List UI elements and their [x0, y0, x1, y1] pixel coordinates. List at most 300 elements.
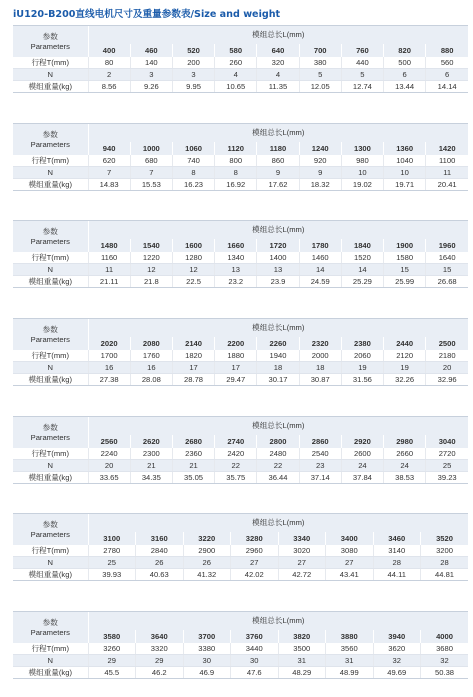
- length-cell: 2260: [257, 337, 299, 350]
- stroke-row-cell: 1460: [299, 252, 341, 264]
- n-row-cell: 7: [88, 167, 130, 179]
- weight-row-cell: 42.72: [278, 569, 326, 581]
- length-cell: 1120: [215, 142, 257, 155]
- length-cell: 2680: [172, 435, 214, 448]
- n-row-cell: 27: [231, 557, 279, 569]
- weight-row-cell: 30.17: [257, 374, 299, 386]
- weight-row-cell: 34.35: [130, 472, 172, 484]
- n-row-cell: 19: [341, 362, 383, 374]
- n-row-cell: 22: [257, 460, 299, 472]
- stroke-row: [13, 448, 468, 460]
- stroke-row-cell: 1220: [130, 252, 172, 264]
- weight-row-cell: 26.68: [426, 276, 468, 288]
- n-row-cell: 8: [215, 167, 257, 179]
- spec-table: [13, 123, 468, 191]
- length-cell: 2980: [384, 435, 426, 448]
- weight-row-cell: 9.95: [172, 81, 214, 93]
- stroke-row: [13, 643, 468, 655]
- n-row: [13, 557, 468, 569]
- stroke-row-cell: 620: [88, 155, 130, 167]
- parameters-en: Parameters: [30, 432, 70, 442]
- stroke-row-cell: 2060: [341, 350, 383, 362]
- weight-row-label: 模组重量(kg): [13, 374, 88, 386]
- spec-table: [13, 611, 468, 679]
- stroke-row-cell: 1040: [384, 155, 426, 167]
- stroke-row-cell: 500: [384, 57, 426, 69]
- weight-row-cell: 16.23: [172, 179, 214, 191]
- weight-row-cell: 47.6: [231, 667, 279, 679]
- stroke-row-cell: 3560: [326, 643, 374, 655]
- stroke-row-cell: 1640: [426, 252, 468, 264]
- parameters-cn: 参数: [42, 324, 58, 334]
- n-row: [13, 655, 468, 667]
- stroke-row-cell: 2480: [257, 448, 299, 460]
- parameters-en: Parameters: [30, 41, 70, 51]
- n-row-cell: 6: [426, 69, 468, 81]
- length-cell: 3400: [326, 532, 374, 545]
- parameters-header: [13, 514, 88, 546]
- length-cell: 400: [88, 44, 130, 57]
- stroke-row-cell: 1700: [88, 350, 130, 362]
- stroke-row-cell: 320: [257, 57, 299, 69]
- spec-table: [13, 416, 468, 484]
- length-cell: 1960: [426, 239, 468, 252]
- n-row-cell: 9: [299, 167, 341, 179]
- stroke-row-cell: 3260: [88, 643, 136, 655]
- stroke-row-cell: 3320: [136, 643, 184, 655]
- stroke-row: [13, 57, 468, 69]
- length-cell: 2440: [384, 337, 426, 350]
- n-row-cell: 11: [426, 167, 468, 179]
- header-row: [13, 319, 468, 338]
- n-row-cell: 6: [384, 69, 426, 81]
- length-cell: 1600: [172, 239, 214, 252]
- length-cell: 3520: [421, 532, 469, 545]
- n-row-cell: 4: [257, 69, 299, 81]
- stroke-row-cell: 380: [299, 57, 341, 69]
- length-cell: 1000: [130, 142, 172, 155]
- stroke-row-cell: 2960: [231, 545, 279, 557]
- stroke-row-cell: 2360: [172, 448, 214, 460]
- stroke-row-label: 行程T(mm): [13, 545, 88, 557]
- n-row-cell: 18: [299, 362, 341, 374]
- n-row-cell: 12: [172, 264, 214, 276]
- parameters-en: Parameters: [30, 334, 70, 344]
- n-row-cell: 12: [130, 264, 172, 276]
- weight-row-cell: 27.38: [88, 374, 130, 386]
- weight-row-cell: 15.53: [130, 179, 172, 191]
- n-row-cell: 5: [299, 69, 341, 81]
- weight-row-cell: 11.35: [257, 81, 299, 93]
- n-row-cell: 26: [136, 557, 184, 569]
- n-row-cell: 9: [257, 167, 299, 179]
- n-row-cell: 16: [88, 362, 130, 374]
- parameters-cn: 参数: [42, 617, 58, 627]
- length-cell: 820: [384, 44, 426, 57]
- weight-row-cell: 22.5: [172, 276, 214, 288]
- n-row-cell: 31: [326, 655, 374, 667]
- weight-row-cell: 49.69: [373, 667, 421, 679]
- weight-row-cell: 13.44: [384, 81, 426, 93]
- length-cell: 3100: [88, 532, 136, 545]
- stroke-row-cell: 2180: [426, 350, 468, 362]
- stroke-row-label: 行程T(mm): [13, 350, 88, 362]
- stroke-row-cell: 1580: [384, 252, 426, 264]
- length-cell: 640: [257, 44, 299, 57]
- n-row-cell: 30: [183, 655, 231, 667]
- weight-row-cell: 35.75: [215, 472, 257, 484]
- length-cell: 2200: [215, 337, 257, 350]
- weight-row-cell: 44.11: [373, 569, 421, 581]
- length-cell: 1840: [341, 239, 383, 252]
- weight-row-cell: 37.84: [341, 472, 383, 484]
- length-cell: 460: [130, 44, 172, 57]
- length-cell: 2620: [130, 435, 172, 448]
- stroke-row-cell: 1400: [257, 252, 299, 264]
- stroke-row-label: 行程T(mm): [13, 57, 88, 69]
- module-length-header: 模组总长L(mm): [88, 221, 468, 240]
- length-cell: 2920: [341, 435, 383, 448]
- stroke-row-label: 行程T(mm): [13, 643, 88, 655]
- n-row: [13, 69, 468, 81]
- stroke-row-cell: 260: [215, 57, 257, 69]
- n-row: [13, 362, 468, 374]
- weight-row-cell: 32.96: [426, 374, 468, 386]
- stroke-row-cell: 2240: [88, 448, 130, 460]
- stroke-row-label: 行程T(mm): [13, 155, 88, 167]
- weight-row-cell: 25.99: [384, 276, 426, 288]
- n-row-cell: 28: [373, 557, 421, 569]
- stroke-row-cell: 2420: [215, 448, 257, 460]
- n-row-cell: 14: [299, 264, 341, 276]
- length-cell: 880: [426, 44, 468, 57]
- stroke-row-cell: 3500: [278, 643, 326, 655]
- parameters-cn: 参数: [42, 226, 58, 236]
- stroke-row-cell: 200: [172, 57, 214, 69]
- length-cell: 3820: [278, 630, 326, 643]
- length-cell: 4000: [421, 630, 469, 643]
- n-row-cell: 11: [88, 264, 130, 276]
- stroke-row-cell: 2120: [384, 350, 426, 362]
- length-cell: 2800: [257, 435, 299, 448]
- length-cell: 700: [299, 44, 341, 57]
- weight-row-cell: 30.87: [299, 374, 341, 386]
- module-length-header: 模组总长L(mm): [88, 319, 468, 338]
- stroke-row-cell: 2600: [341, 448, 383, 460]
- n-row-cell: 23: [299, 460, 341, 472]
- weight-row-label: 模组重量(kg): [13, 276, 88, 288]
- weight-row-cell: 12.05: [299, 81, 341, 93]
- n-row-cell: 3: [130, 69, 172, 81]
- stroke-row-cell: 2300: [130, 448, 172, 460]
- weight-row-cell: 16.92: [215, 179, 257, 191]
- weight-row-cell: 23.2: [215, 276, 257, 288]
- length-cell: 1720: [257, 239, 299, 252]
- length-cell: 3280: [231, 532, 279, 545]
- stroke-row-cell: 1940: [257, 350, 299, 362]
- n-row-cell: 31: [278, 655, 326, 667]
- n-row-cell: 30: [231, 655, 279, 667]
- n-row-cell: 20: [88, 460, 130, 472]
- length-cell: 3580: [88, 630, 136, 643]
- weight-row-cell: 37.14: [299, 472, 341, 484]
- n-row-cell: 28: [421, 557, 469, 569]
- stroke-row-label: 行程T(mm): [13, 448, 88, 460]
- stroke-row-cell: 860: [257, 155, 299, 167]
- stroke-row-label: 行程T(mm): [13, 252, 88, 264]
- stroke-row: [13, 545, 468, 557]
- n-row-cell: 18: [257, 362, 299, 374]
- parameters-header: [13, 26, 88, 58]
- stroke-row-cell: 1280: [172, 252, 214, 264]
- weight-row-label: 模组重量(kg): [13, 81, 88, 93]
- header-row: [13, 26, 468, 45]
- n-row-label: N: [13, 167, 88, 179]
- weight-row-cell: 32.26: [384, 374, 426, 386]
- n-row-cell: 7: [130, 167, 172, 179]
- weight-row-cell: 48.29: [278, 667, 326, 679]
- stroke-row-cell: 3200: [421, 545, 469, 557]
- weight-row-cell: 8.56: [88, 81, 130, 93]
- weight-row-cell: 19.02: [341, 179, 383, 191]
- stroke-row-cell: 2660: [384, 448, 426, 460]
- length-cell: 2500: [426, 337, 468, 350]
- stroke-row-cell: 440: [341, 57, 383, 69]
- n-row-cell: 8: [172, 167, 214, 179]
- n-row-cell: 25: [88, 557, 136, 569]
- n-row-cell: 3: [172, 69, 214, 81]
- n-row-cell: 10: [341, 167, 383, 179]
- n-row-label: N: [13, 655, 88, 667]
- stroke-row-cell: 2720: [426, 448, 468, 460]
- stroke-row-cell: 1160: [88, 252, 130, 264]
- length-cell: 2740: [215, 435, 257, 448]
- length-cell: 1300: [341, 142, 383, 155]
- length-cell: 3880: [326, 630, 374, 643]
- weight-row: [13, 667, 468, 679]
- stroke-row-cell: 140: [130, 57, 172, 69]
- stroke-row-cell: 3620: [373, 643, 421, 655]
- stroke-row-cell: 3080: [326, 545, 374, 557]
- length-cell: 1540: [130, 239, 172, 252]
- stroke-row-cell: 800: [215, 155, 257, 167]
- weight-row-cell: 50.38: [421, 667, 469, 679]
- weight-row-cell: 14.14: [426, 81, 468, 93]
- length-cell: 1420: [426, 142, 468, 155]
- length-cell: 1900: [384, 239, 426, 252]
- weight-row-label: 模组重量(kg): [13, 569, 88, 581]
- weight-row-cell: 33.65: [88, 472, 130, 484]
- length-cell: 3940: [373, 630, 421, 643]
- n-row-cell: 2: [88, 69, 130, 81]
- n-row-cell: 29: [88, 655, 136, 667]
- length-cell: 1360: [384, 142, 426, 155]
- parameters-en: Parameters: [30, 236, 70, 246]
- length-cell: 1060: [172, 142, 214, 155]
- spec-table: [13, 513, 468, 581]
- n-row-cell: 20: [426, 362, 468, 374]
- length-cell: 1480: [88, 239, 130, 252]
- n-row-cell: 29: [136, 655, 184, 667]
- n-row-cell: 5: [341, 69, 383, 81]
- stroke-row-cell: 740: [172, 155, 214, 167]
- n-row-label: N: [13, 557, 88, 569]
- weight-row-cell: 39.23: [426, 472, 468, 484]
- length-cell: 1180: [257, 142, 299, 155]
- weight-row-cell: 38.53: [384, 472, 426, 484]
- length-cell: 2020: [88, 337, 130, 350]
- weight-row-cell: 36.44: [257, 472, 299, 484]
- weight-row-cell: 25.29: [341, 276, 383, 288]
- weight-row-cell: 43.41: [326, 569, 374, 581]
- spec-table: [13, 25, 468, 93]
- weight-row-cell: 24.59: [299, 276, 341, 288]
- n-row-cell: 32: [421, 655, 469, 667]
- weight-row: [13, 179, 468, 191]
- weight-row-cell: 21.8: [130, 276, 172, 288]
- length-cell: 2080: [130, 337, 172, 350]
- n-row-cell: 10: [384, 167, 426, 179]
- n-row-cell: 26: [183, 557, 231, 569]
- spec-table: [13, 318, 468, 386]
- n-row-cell: 32: [373, 655, 421, 667]
- weight-row-cell: 20.41: [426, 179, 468, 191]
- weight-row-cell: 46.2: [136, 667, 184, 679]
- header-row: [13, 417, 468, 436]
- n-row-cell: 4: [215, 69, 257, 81]
- stroke-row-cell: 920: [299, 155, 341, 167]
- stroke-row-cell: 2000: [299, 350, 341, 362]
- length-cell: 2380: [341, 337, 383, 350]
- weight-row-label: 模组重量(kg): [13, 667, 88, 679]
- spec-table: [13, 220, 468, 288]
- weight-row-cell: 44.81: [421, 569, 469, 581]
- n-row-cell: 27: [278, 557, 326, 569]
- length-cell: 3040: [426, 435, 468, 448]
- n-row-cell: 15: [384, 264, 426, 276]
- length-cell: 3340: [278, 532, 326, 545]
- stroke-row: [13, 155, 468, 167]
- stroke-row-cell: 80: [88, 57, 130, 69]
- stroke-row-cell: 2840: [136, 545, 184, 557]
- weight-row-cell: 23.9: [257, 276, 299, 288]
- stroke-row-cell: 1820: [172, 350, 214, 362]
- n-row-label: N: [13, 264, 88, 276]
- stroke-row-cell: 980: [341, 155, 383, 167]
- length-cell: 2140: [172, 337, 214, 350]
- n-row-cell: 21: [172, 460, 214, 472]
- weight-row-cell: 17.62: [257, 179, 299, 191]
- weight-row-cell: 46.9: [183, 667, 231, 679]
- weight-row-cell: 48.99: [326, 667, 374, 679]
- n-row-cell: 24: [384, 460, 426, 472]
- length-cell: 1240: [299, 142, 341, 155]
- stroke-row-cell: 3380: [183, 643, 231, 655]
- stroke-row-cell: 3020: [278, 545, 326, 557]
- weight-row-cell: 19.71: [384, 179, 426, 191]
- n-row: [13, 264, 468, 276]
- stroke-row-cell: 3140: [373, 545, 421, 557]
- stroke-row-cell: 3680: [421, 643, 469, 655]
- weight-row-cell: 42.02: [231, 569, 279, 581]
- weight-row-cell: 41.32: [183, 569, 231, 581]
- module-length-header: 模组总长L(mm): [88, 26, 468, 45]
- length-cell: 3760: [231, 630, 279, 643]
- stroke-row-cell: 1100: [426, 155, 468, 167]
- weight-row: [13, 81, 468, 93]
- weight-row: [13, 374, 468, 386]
- n-row-cell: 24: [341, 460, 383, 472]
- parameters-header: [13, 221, 88, 253]
- parameters-en: Parameters: [30, 529, 70, 539]
- weight-row-label: 模组重量(kg): [13, 179, 88, 191]
- length-cell: 1660: [215, 239, 257, 252]
- weight-row: [13, 276, 468, 288]
- n-row-label: N: [13, 460, 88, 472]
- n-row-cell: 27: [326, 557, 374, 569]
- length-cell: 3160: [136, 532, 184, 545]
- stroke-row-cell: 2900: [183, 545, 231, 557]
- header-row: [13, 514, 468, 533]
- length-cell: 940: [88, 142, 130, 155]
- n-row: [13, 460, 468, 472]
- weight-row-cell: 40.63: [136, 569, 184, 581]
- weight-row-cell: 28.08: [130, 374, 172, 386]
- weight-row-cell: 9.26: [130, 81, 172, 93]
- length-cell: 2860: [299, 435, 341, 448]
- weight-row-cell: 14.83: [88, 179, 130, 191]
- weight-row-cell: 12.74: [341, 81, 383, 93]
- weight-row-cell: 29.47: [215, 374, 257, 386]
- weight-row-cell: 45.5: [88, 667, 136, 679]
- header-row: [13, 124, 468, 143]
- n-row-cell: 19: [384, 362, 426, 374]
- length-cell: 3220: [183, 532, 231, 545]
- length-cell: 3700: [183, 630, 231, 643]
- length-cell: 3640: [136, 630, 184, 643]
- parameters-cn: 参数: [42, 129, 58, 139]
- weight-row: [13, 569, 468, 581]
- parameters-header: [13, 417, 88, 449]
- n-row-cell: 17: [172, 362, 214, 374]
- length-cell: 760: [341, 44, 383, 57]
- n-row-cell: 16: [130, 362, 172, 374]
- stroke-row-cell: 2540: [299, 448, 341, 460]
- n-row-cell: 15: [426, 264, 468, 276]
- parameters-header: [13, 319, 88, 351]
- parameters-en: Parameters: [30, 627, 70, 637]
- n-row: [13, 167, 468, 179]
- module-length-header: 模组总长L(mm): [88, 124, 468, 143]
- weight-row-cell: 10.65: [215, 81, 257, 93]
- n-row-cell: 22: [215, 460, 257, 472]
- stroke-row-cell: 1520: [341, 252, 383, 264]
- weight-row-cell: 39.93: [88, 569, 136, 581]
- stroke-row-cell: 3440: [231, 643, 279, 655]
- n-row-cell: 21: [130, 460, 172, 472]
- weight-row-cell: 28.78: [172, 374, 214, 386]
- n-row-cell: 25: [426, 460, 468, 472]
- length-cell: 520: [172, 44, 214, 57]
- parameters-cn: 参数: [42, 422, 58, 432]
- page-title: iU120-B200直线电机尺寸及重量参数表/Size and weight: [13, 9, 281, 20]
- module-length-header: 模组总长L(mm): [88, 612, 468, 631]
- length-cell: 580: [215, 44, 257, 57]
- stroke-row: [13, 252, 468, 264]
- header-row: [13, 612, 468, 631]
- stroke-row-cell: 1340: [215, 252, 257, 264]
- stroke-row-cell: 560: [426, 57, 468, 69]
